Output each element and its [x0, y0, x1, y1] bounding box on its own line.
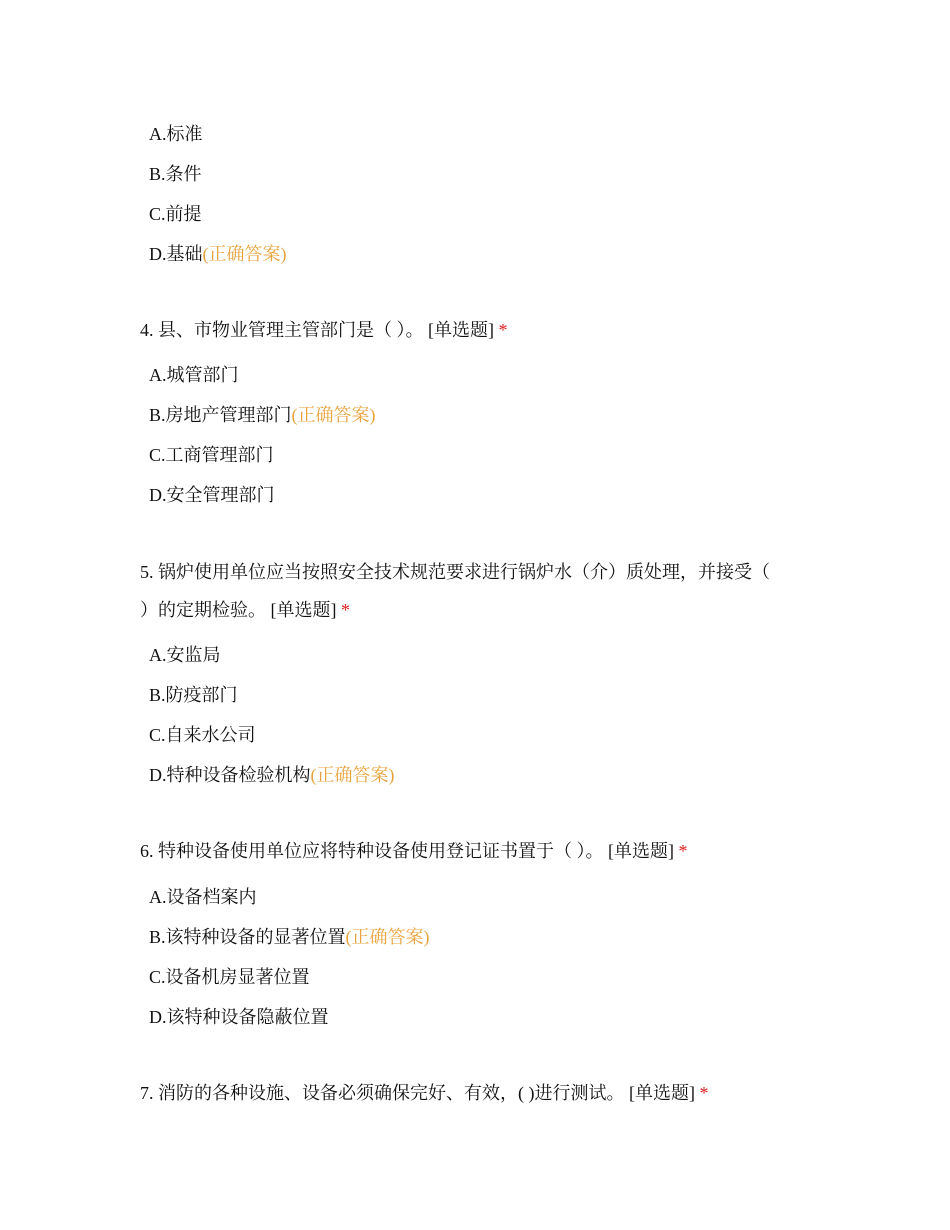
option-text: D.安全管理部门	[149, 485, 275, 505]
required-star: *	[699, 1083, 709, 1103]
required-star: *	[678, 841, 688, 861]
q6-option-a	[149, 885, 257, 909]
question-text-line2: ）的定期检验。	[140, 600, 266, 620]
q3-option-b	[149, 162, 202, 186]
question-text-line2-row	[140, 591, 810, 629]
question-type: [单选题]	[629, 1083, 695, 1103]
required-star: *	[341, 600, 350, 620]
question-text: 7. 消防的各种设施、设备必须确保完好、有效，( )进行测试。	[140, 1083, 625, 1103]
q6-option-d	[149, 1005, 329, 1029]
required-star: *	[498, 320, 508, 340]
q4-option-c	[149, 443, 274, 467]
q7-title	[140, 1074, 810, 1112]
correct-answer-tag: (正确答案)	[291, 405, 376, 425]
option-text: D.特种设备检验机构	[149, 765, 311, 785]
q4-option-d	[149, 483, 275, 507]
option-text: B.房地产管理部门	[149, 405, 292, 425]
option-text: B.防疫部门	[149, 685, 238, 705]
option-text: A.城管部门	[149, 365, 239, 385]
q6-title	[140, 832, 810, 870]
option-text: A.标准	[149, 124, 203, 144]
option-text: C.自来水公司	[149, 725, 256, 745]
option-text: A.安监局	[149, 645, 221, 665]
q5-title	[140, 553, 810, 629]
q6-option-b	[149, 925, 430, 949]
question-type: [单选题]	[428, 320, 494, 340]
q5-option-d	[149, 763, 395, 787]
q4-option-a	[149, 363, 239, 387]
q3-option-a	[149, 122, 203, 146]
question-text-line1: 5. 锅炉使用单位应当按照安全技术规范要求进行锅炉水（介）质处理，并接受（	[140, 562, 770, 582]
question-type: [单选题]	[608, 841, 674, 861]
q6-option-c	[149, 965, 310, 989]
q5-option-c	[149, 723, 256, 747]
option-text: B.该特种设备的显著位置	[149, 927, 346, 947]
question-text: 4. 县、市物业管理主管部门是（ ）。	[140, 320, 424, 340]
q5-option-b	[149, 683, 238, 707]
q4-option-b	[149, 403, 376, 427]
q5-option-a	[149, 643, 221, 667]
question-type: [单选题]	[270, 600, 337, 620]
correct-answer-tag: (正确答案)	[345, 927, 430, 947]
option-text: C.前提	[149, 204, 202, 224]
option-text: D.该特种设备隐蔽位置	[149, 1007, 329, 1027]
option-text: A.设备档案内	[149, 887, 257, 907]
option-text: C.工商管理部门	[149, 445, 274, 465]
question-text: 6. 特种设备使用单位应将特种设备使用登记证书置于（ ）。	[140, 841, 604, 861]
correct-answer-tag: (正确答案)	[202, 244, 287, 264]
q3-option-d	[149, 242, 287, 266]
correct-answer-tag: (正确答案)	[310, 765, 395, 785]
q4-title	[140, 311, 810, 349]
option-text: C.设备机房显著位置	[149, 967, 310, 987]
option-text: D.基础	[149, 244, 203, 264]
q3-option-c	[149, 202, 202, 226]
option-text: B.条件	[149, 164, 202, 184]
